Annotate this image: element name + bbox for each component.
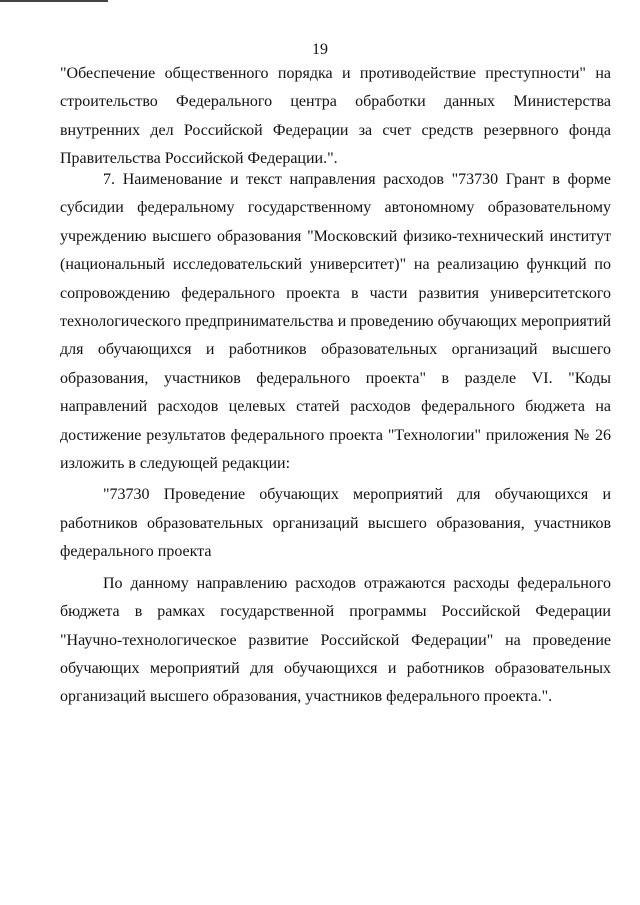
paragraph-code-description: По данному направлению расходов отражаются расходы федерального бюджета в рамках государственной программы Российской Федерации "Научно-технологическое развитие Российской Федерации" на проведение обучающих мероприятий для обучающихся и работников образовательных организаций высшего образования, участников федерального проекта.".	[60, 574, 611, 706]
page-number: 19	[312, 41, 328, 58]
scan-edge-rule	[0, 0, 108, 2]
text-block-main	[60, 166, 611, 712]
paragraph-item-7: 7. Наименование и текст направления расходов "73730 Грант в форме субсидии федеральному государственному автономному образовательному учреждению высшего образования "Московский физико-технический институт (национальный исследовательский университет)" на реализацию функций по сопровождению федерального проекта в части развития университетского технологического предпринимательства и проведению обучающих мероприятий для обучающихся и работников образовательных организаций высшего образования, участников федерального проекта" в разделе VI. "Коды направлений расходов целевых статей расходов федерального бюджета на достижение результатов федерального проекта "Технологии" приложения № 26 изложить в следующей редакции:	[60, 171, 611, 473]
text-block-continuation	[60, 60, 611, 174]
paragraph-code-title: "73730 Проведение обучающих мероприятий для обучающихся и работников образовательных организаций высшего образования, участников федерального проекта	[60, 486, 611, 561]
paragraph-continuation: "Обеспечение общественного порядка и противодействие преступности" на строительство Федерального центра обработки данных Министерства внутренних дел Российской Федерации за счет средств резервного фонда Правительства Российской Федерации.".	[60, 65, 611, 168]
